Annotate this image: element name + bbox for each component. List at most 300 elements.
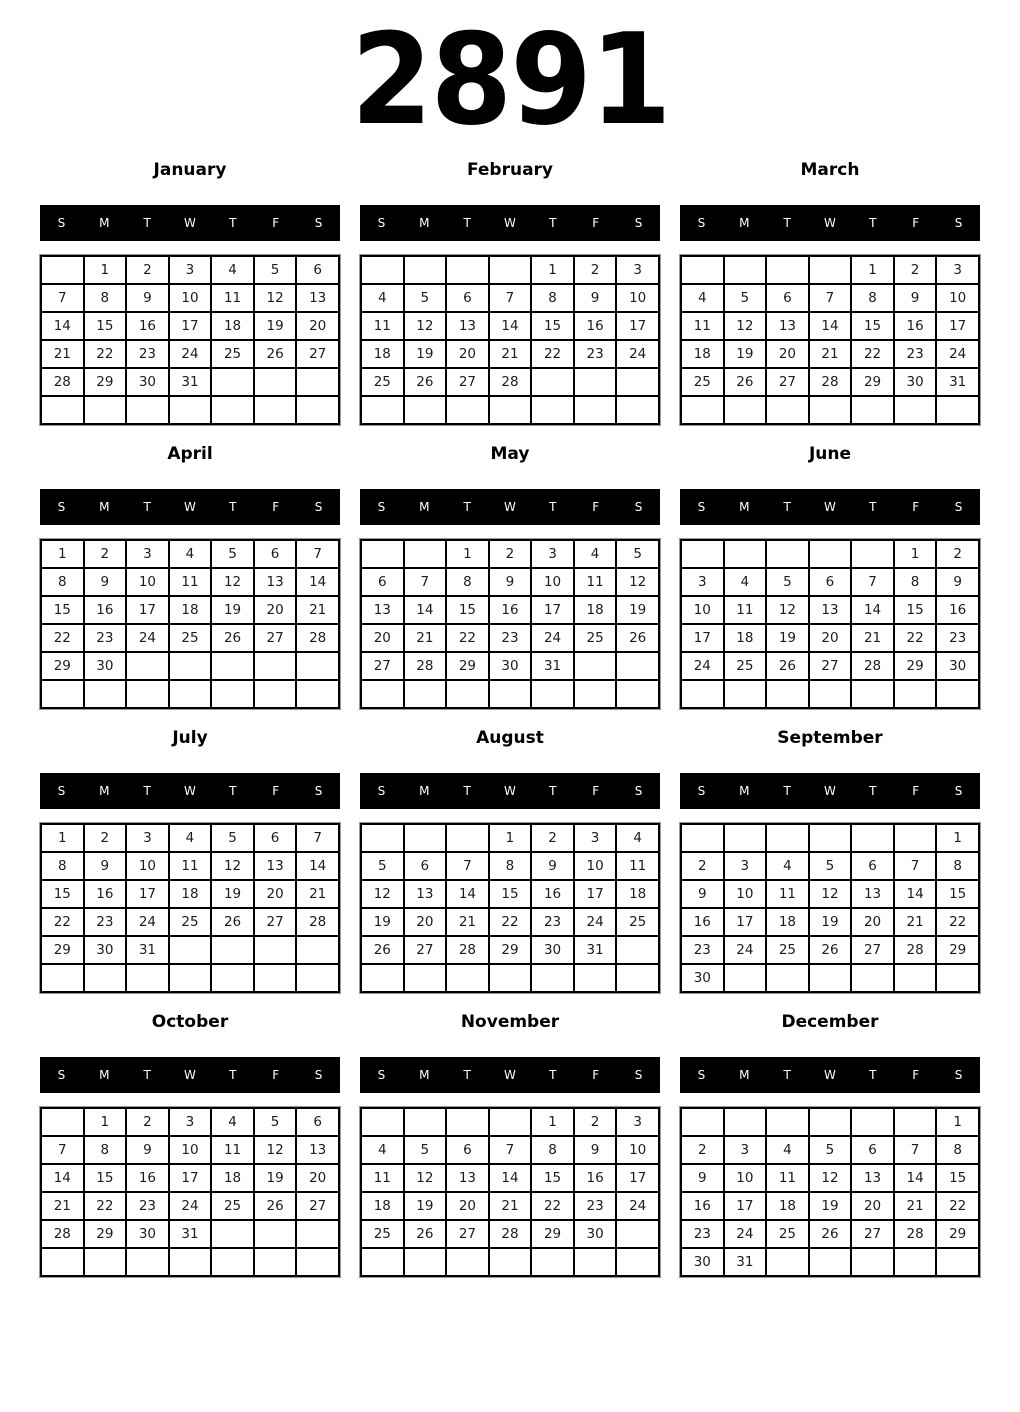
weekday-label: T (463, 500, 471, 514)
empty-day-cell (126, 964, 169, 992)
day-cell: 4 (766, 852, 809, 880)
day-cell: 26 (404, 1220, 447, 1248)
day-cell: 17 (616, 1164, 659, 1192)
day-cell: 27 (766, 368, 809, 396)
empty-day-cell (531, 396, 574, 424)
empty-day-cell (766, 964, 809, 992)
day-cell: 14 (851, 596, 894, 624)
day-cell: 8 (446, 568, 489, 596)
empty-day-cell (724, 824, 767, 852)
week-row (361, 1108, 659, 1136)
empty-day-cell (616, 1248, 659, 1276)
empty-day-cell (681, 824, 724, 852)
day-cell: 24 (616, 1192, 659, 1220)
day-cell: 4 (211, 1108, 254, 1136)
day-cell: 22 (41, 624, 84, 652)
day-cell: 11 (681, 312, 724, 340)
day-cell: 24 (169, 1192, 212, 1220)
day-cell: 4 (681, 284, 724, 312)
empty-day-cell (169, 936, 212, 964)
empty-day-cell (446, 964, 489, 992)
week-row (361, 908, 659, 936)
day-cell: 29 (489, 936, 532, 964)
week-row (681, 652, 979, 680)
weekday-label: M (99, 1068, 110, 1082)
month-title: October (151, 1012, 229, 1032)
weekday-label: S (57, 784, 66, 798)
month-january (40, 160, 340, 425)
day-cell: 17 (724, 1192, 767, 1220)
weekday-label: F (272, 216, 280, 230)
week-row (681, 964, 979, 992)
day-cell: 23 (574, 1192, 617, 1220)
week-row (41, 680, 339, 708)
empty-day-cell (361, 964, 404, 992)
empty-day-cell (446, 824, 489, 852)
day-cell: 27 (296, 1192, 339, 1220)
weekday-label: S (377, 784, 386, 798)
day-cell: 21 (489, 340, 532, 368)
day-cell: 18 (169, 596, 212, 624)
week-row (41, 284, 339, 312)
weekday-label: T (143, 500, 151, 514)
day-cell: 18 (616, 880, 659, 908)
week-row (41, 312, 339, 340)
week-row (41, 964, 339, 992)
empty-day-cell (361, 396, 404, 424)
weekday-label: M (419, 216, 430, 230)
day-cell: 1 (936, 824, 979, 852)
day-cell: 22 (936, 1192, 979, 1220)
empty-day-cell (809, 964, 852, 992)
day-cell: 27 (446, 1220, 489, 1248)
week-row (681, 596, 979, 624)
weekday-label: F (272, 784, 280, 798)
week-row (681, 1136, 979, 1164)
day-cell: 14 (296, 568, 339, 596)
day-cell: 30 (574, 1220, 617, 1248)
day-grid (40, 539, 340, 709)
weekday-label: T (143, 216, 151, 230)
day-cell: 13 (809, 596, 852, 624)
day-cell: 27 (296, 340, 339, 368)
day-cell: 12 (254, 284, 297, 312)
day-cell: 15 (84, 312, 127, 340)
weekday-label: W (824, 784, 836, 798)
day-cell: 18 (211, 312, 254, 340)
day-grid (680, 539, 980, 709)
day-cell: 27 (404, 936, 447, 964)
week-row (361, 652, 659, 680)
month-december (680, 1012, 980, 1277)
day-cell: 11 (766, 880, 809, 908)
week-row (681, 284, 979, 312)
weekday-label: M (419, 784, 430, 798)
week-row (361, 936, 659, 964)
day-cell: 9 (574, 284, 617, 312)
day-cell: 25 (574, 624, 617, 652)
day-cell: 25 (361, 1220, 404, 1248)
day-cell: 31 (574, 936, 617, 964)
day-cell: 4 (361, 284, 404, 312)
day-cell: 28 (489, 1220, 532, 1248)
day-cell: 25 (169, 624, 212, 652)
day-cell: 16 (126, 1164, 169, 1192)
day-cell: 25 (724, 652, 767, 680)
day-cell: 21 (851, 624, 894, 652)
day-cell: 20 (404, 908, 447, 936)
empty-day-cell (211, 680, 254, 708)
day-cell: 9 (936, 568, 979, 596)
week-row (361, 396, 659, 424)
empty-day-cell (681, 540, 724, 568)
day-cell: 10 (169, 1136, 212, 1164)
day-cell: 25 (361, 368, 404, 396)
day-cell: 15 (84, 1164, 127, 1192)
empty-day-cell (531, 1248, 574, 1276)
weekday-label: W (824, 500, 836, 514)
day-cell: 17 (126, 596, 169, 624)
day-cell: 3 (531, 540, 574, 568)
empty-day-cell (724, 964, 767, 992)
empty-day-cell (724, 680, 767, 708)
month-november (360, 1012, 660, 1277)
empty-day-cell (489, 1248, 532, 1276)
day-cell: 24 (574, 908, 617, 936)
week-row (41, 1136, 339, 1164)
day-cell: 30 (894, 368, 937, 396)
day-cell: 26 (254, 1192, 297, 1220)
empty-day-cell (724, 1108, 767, 1136)
day-cell: 17 (574, 880, 617, 908)
weekday-label: T (229, 216, 237, 230)
week-row (41, 256, 339, 284)
day-cell: 15 (531, 1164, 574, 1192)
empty-day-cell (616, 964, 659, 992)
day-cell: 1 (446, 540, 489, 568)
weekday-label: T (463, 216, 471, 230)
weekday-label: W (184, 1068, 196, 1082)
empty-day-cell (809, 396, 852, 424)
week-row (361, 284, 659, 312)
weekday-label: S (954, 216, 963, 230)
day-cell: 24 (616, 340, 659, 368)
week-row (41, 824, 339, 852)
day-cell: 4 (361, 1136, 404, 1164)
day-cell: 12 (361, 880, 404, 908)
empty-day-cell (681, 256, 724, 284)
day-cell: 6 (254, 824, 297, 852)
empty-day-cell (41, 1248, 84, 1276)
weekday-label: T (869, 216, 877, 230)
day-cell: 29 (41, 652, 84, 680)
day-cell: 12 (616, 568, 659, 596)
weekday-label: M (739, 500, 750, 514)
weekday-label: F (912, 500, 920, 514)
empty-day-cell (809, 824, 852, 852)
day-cell: 9 (681, 1164, 724, 1192)
week-row (681, 936, 979, 964)
day-cell: 10 (936, 284, 979, 312)
day-cell: 28 (489, 368, 532, 396)
day-cell: 3 (724, 1136, 767, 1164)
day-cell: 12 (404, 312, 447, 340)
day-cell: 8 (936, 1136, 979, 1164)
week-row (681, 880, 979, 908)
day-cell: 18 (361, 1192, 404, 1220)
weekday-label: T (869, 1068, 877, 1082)
day-cell: 5 (809, 852, 852, 880)
empty-day-cell (574, 368, 617, 396)
day-cell: 27 (446, 368, 489, 396)
day-cell: 13 (851, 880, 894, 908)
day-cell: 16 (574, 312, 617, 340)
day-cell: 10 (169, 284, 212, 312)
week-row (681, 680, 979, 708)
empty-day-cell (681, 680, 724, 708)
weekday-label: T (549, 1068, 557, 1082)
day-cell: 3 (616, 1108, 659, 1136)
weekday-label: S (57, 216, 66, 230)
day-cell: 1 (489, 824, 532, 852)
day-cell: 20 (254, 880, 297, 908)
day-cell: 13 (254, 568, 297, 596)
weekday-label: T (229, 784, 237, 798)
weekday-label: F (272, 500, 280, 514)
day-cell: 3 (724, 852, 767, 880)
day-cell: 12 (254, 1136, 297, 1164)
weekday-label: S (314, 1068, 323, 1082)
weekday-label: T (229, 1068, 237, 1082)
day-cell: 25 (169, 908, 212, 936)
day-cell: 3 (169, 256, 212, 284)
week-row (361, 680, 659, 708)
day-cell: 2 (531, 824, 574, 852)
empty-day-cell (766, 1248, 809, 1276)
empty-day-cell (851, 540, 894, 568)
empty-day-cell (489, 680, 532, 708)
weekday-label: T (869, 500, 877, 514)
day-cell: 3 (936, 256, 979, 284)
day-cell: 19 (724, 340, 767, 368)
empty-day-cell (361, 540, 404, 568)
day-cell: 2 (84, 824, 127, 852)
day-cell: 15 (531, 312, 574, 340)
year-title-text: 2891 (350, 6, 670, 153)
weekday-header-bar (40, 1057, 340, 1093)
day-cell: 15 (936, 1164, 979, 1192)
day-cell: 13 (766, 312, 809, 340)
day-cell: 1 (84, 256, 127, 284)
day-cell: 23 (531, 908, 574, 936)
day-cell: 25 (211, 1192, 254, 1220)
empty-day-cell (84, 680, 127, 708)
empty-day-cell (361, 1248, 404, 1276)
day-cell: 20 (851, 908, 894, 936)
day-cell: 23 (681, 1220, 724, 1248)
day-cell: 27 (254, 624, 297, 652)
day-cell: 7 (489, 1136, 532, 1164)
day-cell: 6 (404, 852, 447, 880)
day-cell: 10 (574, 852, 617, 880)
empty-day-cell (296, 936, 339, 964)
week-row (41, 568, 339, 596)
empty-day-cell (766, 540, 809, 568)
weekday-header-bar (680, 489, 980, 525)
day-cell: 16 (489, 596, 532, 624)
empty-day-cell (489, 396, 532, 424)
weekday-label: W (184, 500, 196, 514)
day-cell: 23 (894, 340, 937, 368)
day-cell: 26 (616, 624, 659, 652)
empty-day-cell (254, 368, 297, 396)
day-cell: 10 (681, 596, 724, 624)
empty-day-cell (724, 396, 767, 424)
empty-day-cell (361, 1108, 404, 1136)
day-cell: 20 (851, 1192, 894, 1220)
day-cell: 17 (936, 312, 979, 340)
day-cell: 15 (936, 880, 979, 908)
day-cell: 9 (574, 1136, 617, 1164)
week-row (41, 340, 339, 368)
day-cell: 10 (616, 284, 659, 312)
empty-day-cell (254, 936, 297, 964)
day-cell: 9 (126, 1136, 169, 1164)
empty-day-cell (851, 1108, 894, 1136)
empty-day-cell (936, 1248, 979, 1276)
day-cell: 9 (84, 852, 127, 880)
day-cell: 24 (724, 936, 767, 964)
day-cell: 7 (489, 284, 532, 312)
empty-day-cell (766, 256, 809, 284)
weekday-label: S (697, 1068, 706, 1082)
day-cell: 29 (446, 652, 489, 680)
day-cell: 21 (446, 908, 489, 936)
day-cell: 27 (809, 652, 852, 680)
week-row (681, 368, 979, 396)
empty-day-cell (446, 396, 489, 424)
weekday-label: S (377, 216, 386, 230)
day-cell: 9 (84, 568, 127, 596)
day-cell: 9 (489, 568, 532, 596)
weekday-label: T (229, 500, 237, 514)
day-cell: 26 (809, 936, 852, 964)
day-cell: 24 (169, 340, 212, 368)
day-cell: 15 (489, 880, 532, 908)
day-cell: 6 (809, 568, 852, 596)
weekday-label: F (592, 784, 600, 798)
day-cell: 29 (531, 1220, 574, 1248)
day-cell: 17 (616, 312, 659, 340)
day-cell: 26 (211, 624, 254, 652)
day-cell: 18 (574, 596, 617, 624)
day-cell: 8 (41, 568, 84, 596)
year-title (0, 0, 1020, 160)
week-row (361, 540, 659, 568)
week-row (361, 568, 659, 596)
day-cell: 17 (681, 624, 724, 652)
day-cell: 2 (574, 1108, 617, 1136)
day-cell: 19 (809, 1192, 852, 1220)
empty-day-cell (211, 652, 254, 680)
weekday-label: W (824, 1068, 836, 1082)
weekday-label: T (783, 1068, 791, 1082)
day-cell: 1 (84, 1108, 127, 1136)
day-cell: 16 (84, 596, 127, 624)
empty-day-cell (41, 256, 84, 284)
day-cell: 6 (851, 852, 894, 880)
day-cell: 7 (296, 824, 339, 852)
day-cell: 30 (84, 652, 127, 680)
empty-day-cell (936, 396, 979, 424)
empty-day-cell (169, 396, 212, 424)
weekday-label: S (954, 784, 963, 798)
day-cell: 16 (84, 880, 127, 908)
weekday-header-bar (40, 489, 340, 525)
day-cell: 1 (936, 1108, 979, 1136)
day-cell: 23 (936, 624, 979, 652)
month-march (680, 160, 980, 425)
day-cell: 1 (41, 824, 84, 852)
weekday-label: F (912, 784, 920, 798)
empty-day-cell (446, 1248, 489, 1276)
day-cell: 25 (766, 936, 809, 964)
day-cell: 21 (41, 1192, 84, 1220)
day-cell: 12 (404, 1164, 447, 1192)
empty-day-cell (41, 964, 84, 992)
day-cell: 31 (531, 652, 574, 680)
weekday-label: S (57, 1068, 66, 1082)
week-row (41, 396, 339, 424)
empty-day-cell (446, 256, 489, 284)
day-cell: 28 (404, 652, 447, 680)
empty-day-cell (296, 1248, 339, 1276)
week-row (361, 964, 659, 992)
empty-day-cell (574, 396, 617, 424)
weekday-label: S (697, 500, 706, 514)
day-cell: 3 (126, 824, 169, 852)
empty-day-cell (531, 964, 574, 992)
day-cell: 5 (616, 540, 659, 568)
empty-day-cell (681, 1108, 724, 1136)
empty-day-cell (254, 964, 297, 992)
week-row (361, 1136, 659, 1164)
week-row (361, 256, 659, 284)
day-cell: 6 (296, 1108, 339, 1136)
day-cell: 25 (766, 1220, 809, 1248)
day-cell: 18 (211, 1164, 254, 1192)
week-row (41, 1164, 339, 1192)
day-cell: 24 (126, 908, 169, 936)
day-cell: 22 (41, 908, 84, 936)
weekday-label: S (634, 1068, 643, 1082)
month-title: May (490, 444, 530, 464)
month-title: November (460, 1012, 560, 1032)
empty-day-cell (126, 396, 169, 424)
week-row (681, 256, 979, 284)
day-cell: 6 (446, 284, 489, 312)
day-cell: 30 (84, 936, 127, 964)
day-cell: 4 (169, 540, 212, 568)
day-cell: 19 (809, 908, 852, 936)
week-row (41, 624, 339, 652)
day-cell: 2 (126, 256, 169, 284)
weekday-label: S (377, 1068, 386, 1082)
day-cell: 7 (446, 852, 489, 880)
week-row (681, 396, 979, 424)
day-cell: 8 (41, 852, 84, 880)
empty-day-cell (489, 1108, 532, 1136)
